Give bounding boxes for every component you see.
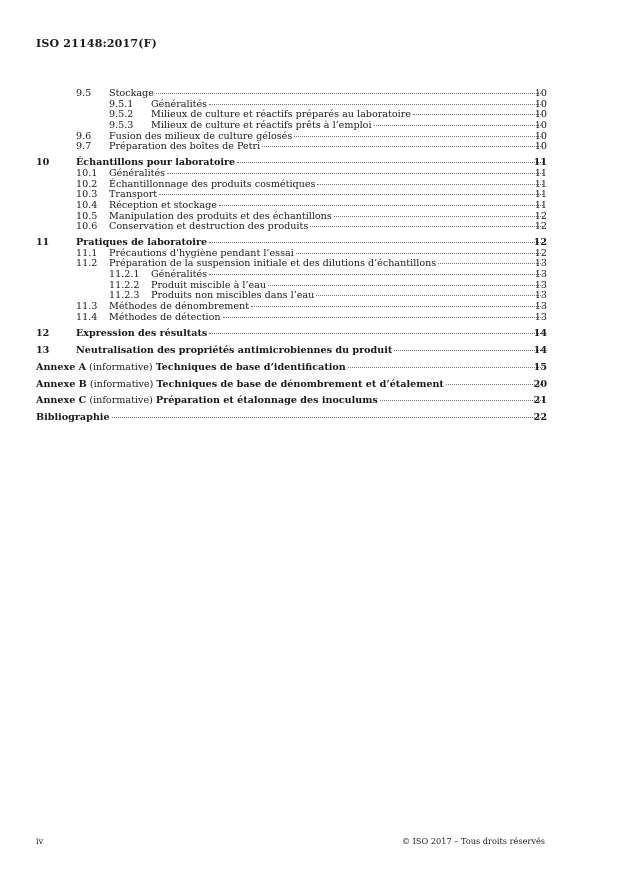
toc-title: Conservation et destruction des produits [109, 221, 309, 233]
toc-number: 10.2 [76, 178, 98, 190]
toc-number: 11.3 [76, 301, 98, 313]
toc-page: 13 [534, 311, 547, 323]
toc-title: Préparation de la suspension initiale et des dilutions d’échantillons [109, 258, 437, 270]
toc-number: 10.3 [76, 189, 98, 201]
toc-number: 10 [36, 157, 50, 169]
toc-title: Généralités [109, 167, 166, 179]
toc-page: 10 [534, 109, 547, 121]
document-header: ISO 21148:2017(F) [36, 37, 158, 50]
toc-page: 13 [534, 301, 547, 313]
toc-page: 11 [533, 157, 547, 169]
toc-entry[interactable] [0, 142, 620, 153]
toc-annex-entry[interactable] [0, 380, 620, 391]
annex-label: Annexe A [36, 361, 87, 373]
toc-page: 10 [534, 120, 547, 132]
toc-title: Préparation des boîtes de Petri [109, 141, 261, 153]
toc-entry[interactable] [0, 132, 620, 143]
annex-type: (informative) [89, 361, 153, 373]
toc-page: 11 [534, 167, 547, 179]
toc-number: 9.5.2 [109, 109, 134, 121]
copyright-notice: © ISO 2017 – Tous droits réservés [401, 836, 545, 846]
toc-number: 9.5 [76, 88, 92, 99]
toc-title: Bibliographie [36, 411, 110, 423]
toc-page: 15 [533, 361, 547, 373]
toc-entry[interactable] [0, 201, 620, 212]
toc-title: Fusion des milieux de culture gélosés [109, 130, 293, 142]
toc-title: Produits non miscibles dans l’eau [151, 290, 315, 302]
toc-number: 11.2 [76, 258, 98, 270]
toc-title: Réception et stockage [109, 199, 217, 211]
toc-title: Techniques de base de dénombrement et d’étalement [156, 378, 444, 390]
toc-page: 21 [533, 395, 547, 407]
toc-entry[interactable] [0, 169, 620, 180]
toc-number: 9.6 [76, 130, 92, 142]
toc-entry[interactable] [0, 259, 620, 270]
toc-number: 9.5.3 [109, 120, 134, 132]
toc-number: 12 [36, 328, 50, 340]
annex-type: (informative) [89, 395, 153, 407]
toc-page: 14 [533, 328, 547, 340]
toc-number: 10.6 [76, 221, 98, 233]
toc-number: 11.2.1 [109, 269, 140, 280]
toc-page: 13 [534, 269, 547, 280]
toc-page: 10 [534, 88, 547, 99]
toc-annex-entry[interactable] [0, 396, 620, 407]
annex-type: (informative) [89, 378, 154, 390]
toc-page: 10 [534, 141, 547, 153]
toc-title: Méthodes de dénombrement [109, 301, 250, 313]
toc-title: Neutralisation des propriétés antimicrobiennes du produit [76, 345, 393, 357]
toc-entry[interactable] [0, 121, 620, 132]
toc-title: Techniques de base d’identification [155, 361, 346, 373]
toc-page: 13 [534, 279, 547, 291]
toc-number: 10.1 [76, 167, 98, 179]
annex-label: Annexe B [36, 378, 87, 390]
toc-number: 11.1 [76, 247, 98, 259]
toc-title: Expression des résultats [76, 328, 208, 340]
toc-page: 10 [534, 130, 547, 142]
toc-page: 22 [533, 411, 547, 423]
toc-entry[interactable] [0, 346, 620, 357]
table-of-contents [0, 89, 620, 424]
toc-page: 12 [534, 247, 547, 259]
toc-title: Préparation et étalonnage des inoculums [155, 395, 378, 407]
toc-number: 10.4 [76, 199, 98, 211]
page-number: iv [36, 836, 44, 846]
toc-number: 11.2.3 [109, 290, 140, 302]
toc-page: 12 [533, 236, 547, 248]
toc-title: Échantillonnage des produits cosmétiques [109, 178, 316, 190]
toc-page: 20 [533, 378, 547, 390]
toc-title: Milieux de culture et réactifs prêts à l’emploi [151, 120, 372, 132]
toc-title: Milieux de culture et réactifs préparés au laboratoire [151, 109, 411, 121]
toc-page: 12 [534, 210, 547, 222]
toc-entry[interactable] [0, 222, 620, 233]
toc-title: Transport [109, 189, 158, 201]
toc-entry[interactable] [0, 270, 620, 281]
toc-title: Échantillons pour laboratoire [76, 157, 236, 169]
toc-page: 11 [534, 189, 547, 201]
toc-entry[interactable] [0, 413, 620, 424]
toc-annex-entry[interactable] [0, 363, 620, 374]
toc-entry[interactable] [0, 89, 620, 100]
toc-number: 11.4 [76, 311, 98, 323]
toc-title: Généralités [151, 269, 208, 280]
toc-page: 11 [534, 199, 547, 211]
toc-title: Méthodes de détection [109, 311, 221, 323]
toc-number: 11.2.2 [109, 279, 140, 291]
toc-title: Stockage [109, 88, 154, 99]
toc-number: 9.5.1 [109, 98, 134, 110]
toc-title: Manipulation des produits et des échantillons [109, 210, 332, 222]
toc-page: 14 [533, 345, 547, 357]
toc-entry[interactable] [0, 313, 620, 324]
toc-title: Produit miscible à l’eau [151, 279, 267, 291]
toc-number: 10.5 [76, 210, 98, 222]
toc-page: 13 [534, 290, 547, 302]
toc-page: 10 [534, 98, 547, 110]
toc-number: 9.7 [76, 141, 92, 153]
toc-page: 12 [534, 221, 547, 233]
toc-page: 11 [534, 178, 547, 190]
toc-entry[interactable] [0, 329, 620, 340]
toc-number: 13 [36, 345, 50, 357]
toc-title: Pratiques de laboratoire [76, 236, 208, 248]
toc-page: 13 [534, 258, 547, 270]
toc-number: 11 [36, 236, 50, 248]
toc-title: Précautions d’hygiène pendant l’essai [109, 247, 294, 259]
toc-title: Généralités [151, 98, 208, 110]
annex-label: Annexe C [36, 395, 87, 407]
